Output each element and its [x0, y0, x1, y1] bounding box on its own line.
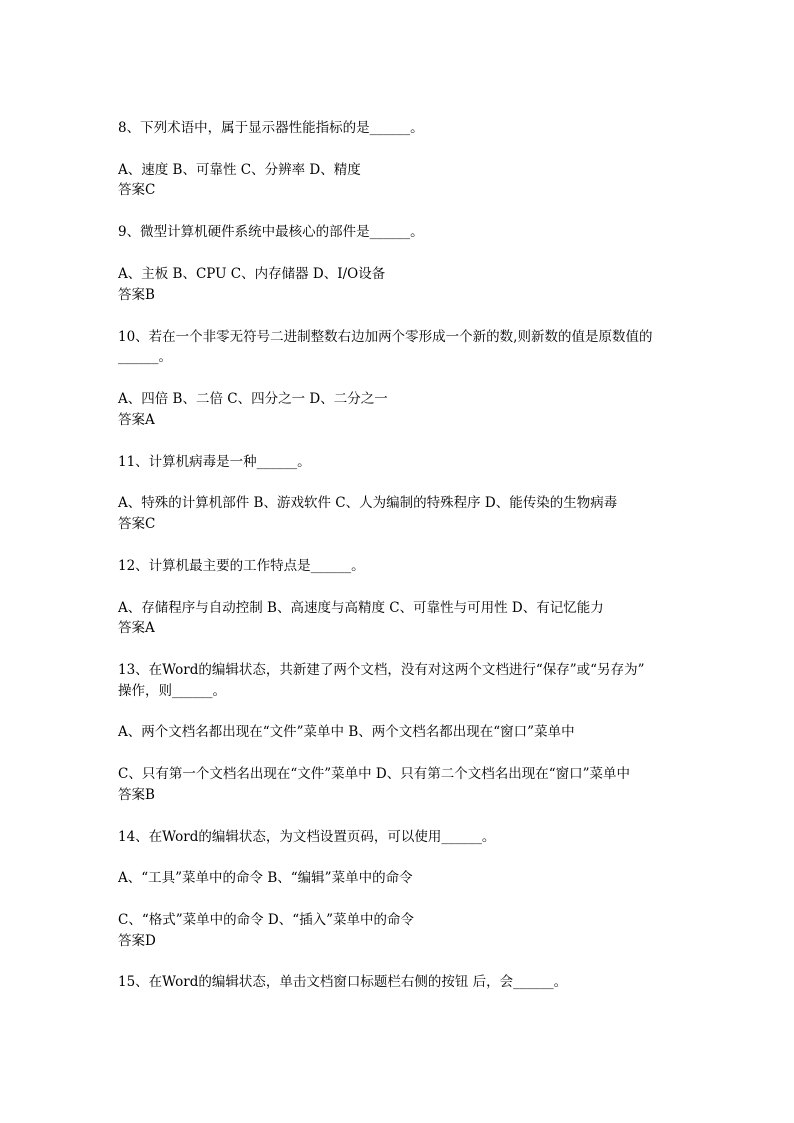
- question-14-options-cd: C、“格式”菜单中的命令 D、“插入”菜单中的命令: [118, 912, 415, 928]
- question-10-options: A、四倍 B、二倍 C、四分之一 D、二分之一: [118, 391, 388, 407]
- question-13-stem-line-2: 操作，则______。: [118, 683, 226, 699]
- question-11-stem: 11、计算机病毒是一种______。: [118, 454, 311, 470]
- question-10-stem-line-1: 10、若在一个非零无符号二进制整数右边加两个零形成一个新的数,则新数的值是原数值的: [118, 329, 653, 345]
- question-8-options: A、速度 B、可靠性 C、分辨率 D、精度: [118, 162, 361, 178]
- question-12-stem: 12、计算机最主要的工作特点是______。: [118, 558, 365, 574]
- question-13-answer: 答案B: [118, 787, 155, 803]
- question-11-answer: 答案C: [118, 516, 156, 532]
- question-10-answer: 答案A: [118, 412, 155, 428]
- question-8-answer: 答案C: [118, 182, 156, 198]
- question-13-options-ab: A、两个文档名都出现在“文件”菜单中 B、两个文档名都出现在“窗口”菜单中: [118, 724, 575, 740]
- question-14-answer: 答案D: [118, 933, 156, 949]
- question-13-options-cd: C、只有第一个文档名出现在“文件”菜单中 D、只有第二个文档名出现在“窗口”菜单中: [118, 766, 631, 782]
- question-14-options-ab: A、“工具”菜单中的命令 B、“编辑”菜单中的命令: [118, 870, 413, 886]
- question-8-stem: 8、下列术语中，属于显示器性能指标的是______。: [118, 120, 424, 136]
- question-12-answer: 答案A: [118, 620, 155, 636]
- question-9-options: A、主板 B、CPU C、内存储器 D、I/O设备: [118, 266, 386, 282]
- question-9-answer: 答案B: [118, 287, 155, 303]
- question-14-stem: 14、在Word的编辑状态，为文档设置页码，可以使用______。: [118, 829, 496, 845]
- question-15-stem: 15、在Word的编辑状态，单击文档窗口标题栏右侧的按钮 后，会______。: [118, 974, 568, 990]
- question-9-stem: 9、微型计算机硬件系统中最核心的部件是______。: [118, 224, 424, 240]
- question-11-options: A、特殊的计算机部件 B、游戏软件 C、人为编制的特殊程序 D、能传染的生物病毒: [118, 495, 618, 511]
- question-12-options: A、存储程序与自动控制 B、高速度与高精度 C、可靠性与可用性 D、有记忆能力: [118, 600, 604, 616]
- question-13-stem-line-1: 13、在Word的编辑状态，共新建了两个文档，没有对这两个文档进行“保存”或“另存为”: [118, 662, 645, 678]
- question-10-stem-line-2: ______。: [118, 349, 172, 365]
